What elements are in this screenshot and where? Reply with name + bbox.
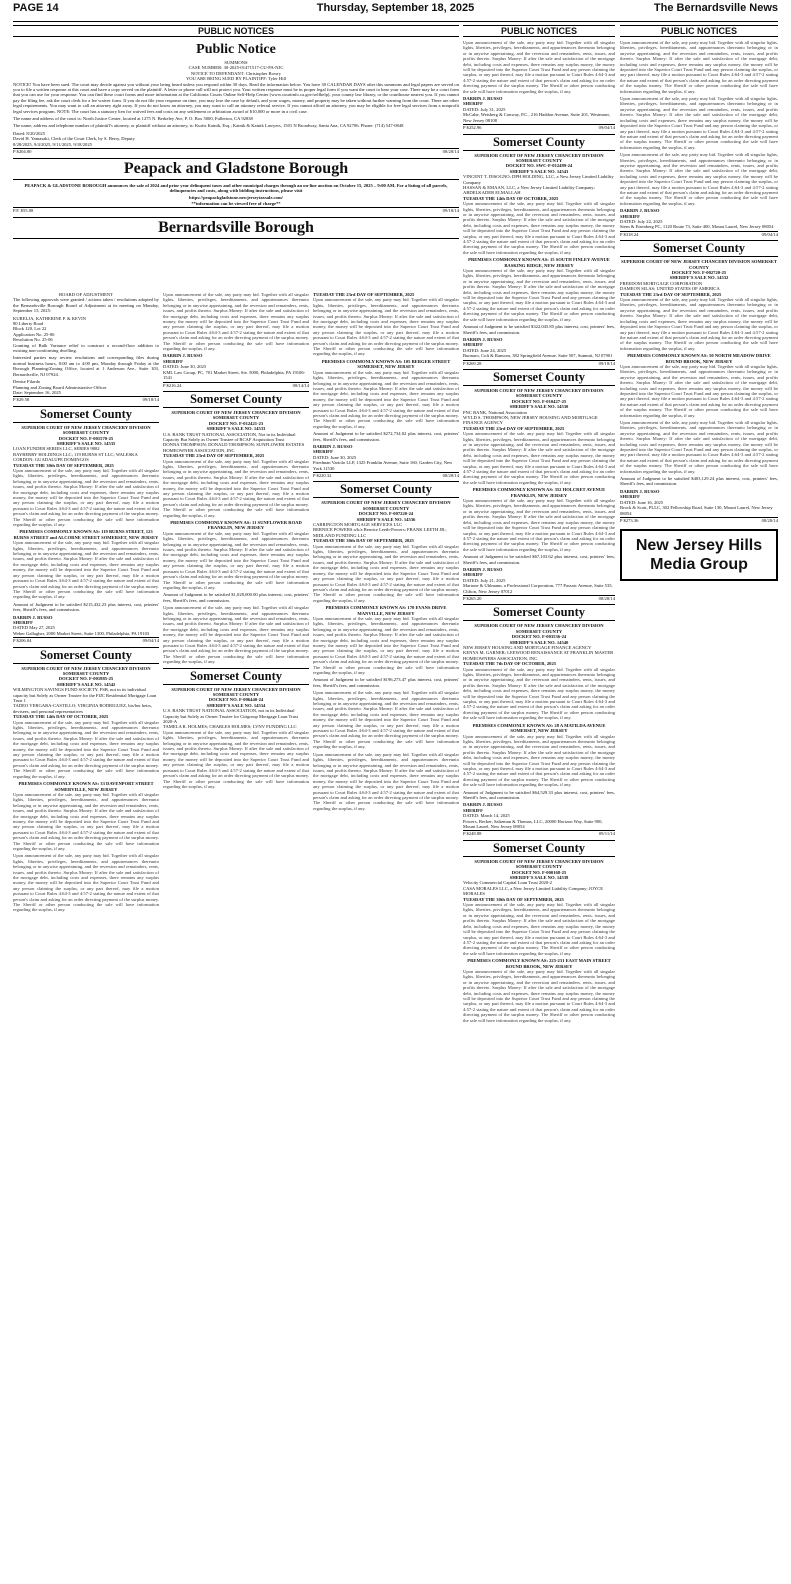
dated: DATED: June 16, 2025 <box>620 499 664 505</box>
ref: 09/04/14 <box>598 125 615 131</box>
fee: P $204.00 <box>13 149 32 155</box>
legal-text: Upon announcement of the sale, any party may bid. Together with all singular lights, liberties, privileges, hereditaments, and appurtenances thereunto belonging or in anywise appertaining, and the reversion and remainders, rents, issues, and profits thereto. Surplus Money: If after the sale and satisfaction of the mortgage debt, including costs and expenses, there remains any surplus money, the money will be deposited into the Superior Court Trust Fund and any person claiming the surplus, or any part thereof, may file a motion pursuant to Court Rules 4:64-3 and 4:57-2 stating the nature and extent of that person's claim and asking for an order directing payment of the surplus money. The Sheriff or other person conducting the sale will have information regarding the surplus, if any. <box>313 615 459 675</box>
fee: P $248.88 <box>463 831 482 837</box>
chancery: SUPERIOR COURT OF NEW JERSEY CHANCERY DIVISION SOMERSET COUNTY <box>474 858 604 870</box>
county-heading: Somerset County <box>13 647 159 664</box>
docket: DOCKET NO. F-001885-25 <box>58 676 114 682</box>
legal-text: Upon announcement of the sale, any party may bid. Together with all singular lights, liberties, privileges, hereditaments, and appurtenances thereunto belonging or in anywise appertaining, and the reversion and remainders, rents, issues, and profits thereto. Surplus Money: If after the sale and satisfaction of the mortgage debt, including costs and expenses, there remains any surplus money, the money will be deposited into the Superior Court Trust Fund and any person claiming the surplus, or any part thereof, may file a motion pursuant to Court Rules 4:64-3 and 4:57-2 stating the nature and extent of that person's claim and asking for an order directing payment of the surplus money. The Sheriff or other person conducting the sale will have information regarding the surplus, if any. <box>620 420 778 474</box>
legal-text: Upon announcement of the sale, any party may bid. Together with all singular lights, liberties, privileges, hereditaments, and appurtenances thereunto belonging or in anywise appertaining, and the reversion and remainders, rents, issues, and profits thereto. Surplus Money: If after the sale and satisfaction of the mortgage debt, including costs and expenses, there remains any surplus money, the money will be deposited into the Superior Court Trust Fund and any person claiming the surplus, or any part thereof, may file a motion pursuant to Court Rules 4:64-3 and 4:57-2 stating the nature and extent of that person's claim and asking for an order directing payment of the surplus money. The Sheriff or other person conducting the sale will have information regarding the surplus, if any. <box>313 297 459 357</box>
legal-text: Upon announcement of the sale, any party may bid. Together with all singular lights, liberties, privileges, hereditaments, and appurtenances thereunto belonging or in anywise appertaining, and the reversion and remainders, rents, issues, and profits thereto. Surplus Money: If after the sale and satisfaction of the mortgage debt, including costs and expenses, there remains any surplus money, the money will be deposited into the Superior Court Trust Fund and any person claiming the surplus, or any part thereof, may file a motion pursuant to Court Rules 4:64-3 and 4:57-2 stating the nature and extent of that person's claim and asking for an order directing payment of the surplus money. The Sheriff or other person conducting the sale will have information regarding the surplus, if any. <box>463 968 615 1023</box>
fee: P $273.36 <box>620 517 639 523</box>
sheriff: DARRIN J. RUSSO <box>313 443 353 449</box>
legal-text: Upon announcement of the sale, any party may bid. Together with all singular lights, liberties, privileges, hereditaments, and appurtenances thereunto belonging or in anywise appertaining, and the reversion and remainders, rents, issues, and profits thereto. Surplus Money: If after the sale and satisfaction of the mortgage debt, including costs and expenses, there remains any surplus money, the money will be deposited into the Superior Court Trust Fund and any person claiming the surplus, or any part thereof, may file a motion pursuant to Court Rules 4:64-3 and 4:57-2 stating the nature and extent of that person's claim and asking for an order directing payment of the surplus money. The Sheriff or other person conducting the sale will have information regarding the surplus, if any. <box>463 431 615 485</box>
chancery: SUPERIOR COURT OF NEW JERSEY CHANCERY DIVISION SOMERSET COUNTY <box>21 665 151 676</box>
dated: DATED: June 30, 2025 <box>313 454 357 460</box>
court-address: The name and address of the court is: North Justice Center, located at 1275 N. Berkeley Ave, P. O. Box 5000, Fullerton, CA 92838 <box>13 116 253 122</box>
page-number: PAGE 14 <box>13 2 59 14</box>
writ: SHERIFF'S SALE NO. 14534 <box>206 702 266 708</box>
premises: PREMISES COMMONLY KNOWN AS: 119 BURNS STREET, 123 BURNS STREET and ALCORNE STREET SOMERSET, NEW JERSEY <box>13 529 159 540</box>
issue-date: Thursday, September 18, 2025 <box>316 2 475 14</box>
column-3 <box>313 292 459 1576</box>
notice-footer <box>13 148 459 154</box>
fee: P $265.20 <box>463 595 482 601</box>
sheriff: DARRIN J. RUSSO <box>163 353 203 359</box>
chancery: SUPERIOR COURT OF NEW JERSEY CHANCERY DIVISION SOMERSET COUNTY <box>321 500 451 511</box>
sheriff-title: SHERIFF <box>620 494 640 500</box>
section-label: PUBLIC NOTICES <box>620 25 778 37</box>
fee: P $216.24 <box>163 382 182 388</box>
attorney: Buonaro, Colt & Ransom, 382 Springfield Avenue, Suite 507, Summit, NJ 07901 <box>463 353 613 359</box>
legal-text: Upon announcement of the sale, any party may bid. Together with all singular lights, liberties, privileges, hereditaments, and appurtenances thereunto belonging or in anywise appertaining, and the reversion and remainders, rents, issues, and profits thereto. Surplus Money: If after the sale and satisfaction of the mortgage debt, including costs and expenses, there remains any surplus money, the money will be deposited into the Superior Court Trust Fund and any person claiming the surplus, or any part thereof, may file a motion pursuant to Court Rules 4:64-3 and 4:57-2 stating the nature and extent of that person's claim and asking for an order directing payment of the surplus money. The Sheriff or other person conducting the sale will have information regarding the surplus, if any. <box>463 498 615 552</box>
premises: PREMISES COMMONLY KNOWN AS: 50 NORTH MEADOW DRIVE BOUND BROOK, NEW JERSEY <box>627 353 771 364</box>
legal-text: Upon announcement of the sale, any party may bid. Together with all singular lights, liberties, privileges, hereditaments, and appurtenances thereunto belonging or in anywise appertaining, and the reversion and remainders, rents, issues, and profits thereto. Surplus Money: If after the sale and satisfaction of the mortgage debt, including costs and expenses, there remains any surplus money, the money will be deposited into the Superior Court Trust Fund and any person claiming the surplus, or any part thereof, may file a motion pursuant to Court Rules 4:64-3 and 4:57-2 stating the nature and extent of that person's claim and asking for an order directing payment of the surplus money. The Sheriff or other person conducting the sale will have information regarding the surplus, if any. <box>13 853 159 913</box>
sheriff: DARRIN J. RUSSO <box>463 802 503 808</box>
sale-date: TUESDAY THE 14th DAY OF OCTOBER, 2025 <box>13 714 109 720</box>
sheriff-title: SHERIFF <box>13 619 33 625</box>
legal-text: Upon announcement of the sale, any party may bid. Together with all singular lights, liberties, privileges, hereditaments, and appurtenances thereunto belonging or in anywise appertaining, and the reversion and remainders, rents, issues, and profits thereto. Surplus Money: If after the sale and satisfaction of the mortgage debt, including costs and expenses, there remains any surplus money, the money will be deposited into the Superior Court Trust Fund and any person claiming the surplus, or any part thereof, may file a motion pursuant to Court Rules 4:64-3 and 4:57-2 stating the nature and extent of that person's claim and asking for an order directing payment of the surplus money. The Sheriff or other person conducting the sale will have information regarding the surplus, if any. <box>13 467 159 528</box>
legal-text: Upon announcement of the sale, any party may bid. Together with all singular lights, liberties, privileges, hereditaments, and appurtenances thereunto belonging or in anywise appertaining, and the reversion and remainders, rents, issues, and profits thereto. Surplus Money: If after the sale and satisfaction of the mortgage debt, including costs and expenses, there remains any surplus money, the money will be deposited into the Superior Court Trust Fund and any person claiming the surplus, or any part thereof, may file a motion pursuant to Court Rules 4:64-3 and 4:57-2 stating the nature and extent of that person's claim and asking for an order directing payment of the surplus money. The Sheriff or other person conducting the sale will have information regarding the surplus, if any. <box>463 666 615 721</box>
signer: Denise Filardo <box>13 379 41 385</box>
ref: 09/11/14 <box>598 831 615 837</box>
summons-body: NOTICE! You have been sued. The court may decide against you without your being heard unless you respond within 30 days. Read the information below. You have 30 CALENDAR DAYS after this summons and legal papers are served on you to file a written response at this court and have a copy served on the plaintiff. A letter or phone call will not protect you. Your written response must be in proper legal form if you want the court to hear your case. There may be a court form that you can use for your response. You can find these court forms and more information at the California Courts Online Self-Help Center (www.courtinfo.ca.gov/selfhelp), your county law library, or the courthouse nearest you. If you cannot pay the filing fee, ask the court clerk for a fee waiver form. If you do not file your response on time, you may lose the case by default, and your wages, money, and property may be taken without further warning from the court. There are other legal requirements. You may want to call an attorney right away. If you do not know an attorney, you may want to call an attorney referral service. If you cannot afford an attorney, you may be eligible for free legal services from a nonprofit legal services program. NOTE: The court has a statutory lien for waived fees and costs on any settlement or arbitration award of $10,000 or more in a civil case. <box>13 81 459 114</box>
applicant-address: 80 Liberty Road <box>13 321 44 327</box>
county-heading: Somerset County <box>463 369 615 386</box>
granting: Granting of Bulk Variance relief to construct a second-floor addition to existing non-conforming dwelling. <box>13 342 159 354</box>
plaintiff: CARRINGTON MORTGAGE SERVICES LLC <box>313 522 403 528</box>
public-notice <box>13 40 459 242</box>
defendant: KENYA M. GARNER; LEEWOOD RENAISSANCE AT FRANKLIN MASTER HOMEOWNERS ASSOCIATION, INC. <box>463 650 614 661</box>
legal-text: Upon announcement of the sale, any party may bid. Together with all singular lights, liberties, privileges, hereditaments, and appurtenances thereunto belonging or in anywise appertaining, and the reversion and remainders, rents, issues, and profits thereto. Surplus Money: If after the sale and satisfaction of the mortgage debt, including costs and expenses, there remains any surplus money, the money will be deposited into the Superior Court Trust Fund and any person claiming the surplus, or any part thereof, may file a motion pursuant to Court Rules 4:64-3 and 4:57-2 stating the nature and extent of that person's claim and asking for an order directing payment of the surplus money. The Sheriff or other person conducting the sale will have information regarding the surplus, if any. <box>313 369 459 429</box>
resolution-no: Resolution No. 25-06 <box>13 337 53 343</box>
board-footer <box>13 396 159 402</box>
clerk: David H. Yamasaki, Clerk of the Court Clerk, by S. Berry, Deputy <box>13 136 135 142</box>
plaintiff: LOAN FUNDER SERIES LLC, SERIES 9802 <box>13 446 100 452</box>
county-heading: Somerset County <box>313 481 459 498</box>
notice-footer <box>313 472 459 478</box>
premises: PREMISES COMMONLY KNOWN AS: 105 BERGER STREET SOMERSET, NEW JERSEY <box>321 358 451 370</box>
chancery: SUPERIOR COURT OF NEW JERSEY CHANCERY DIVISION SOMERSET COUNTY <box>21 424 151 436</box>
board-date: Date: September 16, 2025 <box>13 389 61 395</box>
docket: DOCKET NO. SWC-F-012489-24 <box>505 163 573 169</box>
notice-footer <box>620 231 778 237</box>
legal-text: Upon announcement of the sale, any party may bid. Together with all singular lights, liberties, privileges, hereditaments, and appurtenances thereunto belonging or in anywise appertaining, and the reversion and remainders, rents, issues, and profits thereto. Surplus Money: If after the sale and satisfaction of the mortgage debt, including costs and expenses, there remains any surplus money, the money will be deposited into the Superior Court Trust Fund and any person claiming the surplus, or any part thereof, may file a motion pursuant to Court Rules 4:64-3 and 4:57-2 stating the nature and extent of that person's claim and asking for an order directing payment of the surplus money. The Sheriff or other person conducting the sale will have information regarding the surplus, if any. <box>13 719 159 779</box>
attorney-info: The name, address and telephone number of plaintiff's attorney, or plaintiff without an attorney, is: Kurtis Katnik, Esq.; Katnik & Katnik Lawyers, 1501 N Broadway, Santa Ana, CA 92706. Phone: (714) 547-0848 <box>13 123 404 129</box>
defendant: BERNICE POWERS a/k/a Bernice Leeth-Powers; FRANK LEETH JR.; MIDLAND FUNDING LLC <box>313 527 447 538</box>
legal-text: Upon announcement of the sale, any party may bid. Together with all singular lights, liberties, privileges, hereditaments, and appurtenances thereunto belonging or in anywise appertaining, and the reversion and remainders, rents, issues, and profits thereto. Surplus Money: If after the sale and satisfaction of the mortgage debt, including costs and expenses, there remains any surplus money, the money will be deposited into the Superior Court Trust Fund and any person claiming the surplus, or any part thereof, may file a motion pursuant to Court Rules 4:64-3 and 4:57-2 stating the nature and extent of that person's claim and asking for an order directing payment of the surplus money. The Sheriff or other person conducting the sale will have information regarding the surplus, if any. <box>313 690 459 750</box>
plaintiff: U.S. BANK TRUST NATIONAL ASSOCIATION, Not in its Individual Capacity But Solely as Owner Trustee of RCAF Acquisition Trust <box>163 431 296 442</box>
legal-text: Upon announcement of the sale, any party may bid. Together with all singular lights, liberties, privileges, hereditaments, and appurtenances thereunto belonging or in anywise appertaining, and the reversion and remainders, rents, issues, and profits thereto. Surplus Money: If after the sale and satisfaction of the mortgage debt, including costs and expenses, there remains any surplus money, the money will be deposited into the Superior Court Trust Fund and any person claiming the surplus, or any part thereof, may file a motion pursuant to Court Rules 4:64-3 and 4:57-2 stating the nature and extent of that person's claim and asking for an order directing payment of the surplus money. The Sheriff or other person conducting the sale will have information regarding the surplus, if any. <box>463 201 615 255</box>
sale-date: TUESDAY THE 30th DAY OF SEPTEMBER, 2025 <box>313 538 414 544</box>
column-1 <box>13 292 159 1576</box>
fee: P.F. $55.08 <box>13 208 34 214</box>
ref: 09/04/14 <box>142 638 159 644</box>
attorney: Martone & Uhlmann, a Professional Corporation, 777 Passaic Avenue, Suite 535, Clifton, New Jersey 07012 <box>463 583 613 594</box>
sheriff: DARRIN J. RUSSO <box>13 614 53 620</box>
sheriff: DARRIN J. RUSSO <box>620 488 660 494</box>
fee: P $29.58 <box>13 397 30 403</box>
sale-date: TUESDAY THE 30th DAY OF SEPTEMBER, 2025 <box>13 462 114 468</box>
attorney: Stern & Eisenberg PC, 1120 Route 73, Suite 400, Mount Laurel, New Jersey 08054 <box>620 224 774 230</box>
legal-text: Upon announcement of the sale, any party may bid. Together with all singular lights, liberties, privileges, hereditaments, and appurtenances thereunto belonging or in anywise appertaining, and the reversion and remainders, rents, issues, and profits thereto. Surplus Money: If after the sale and satisfaction of the mortgage debt, including costs and expenses, there remains any surplus money, the money will be deposited into the Superior Court Trust Fund and any person claiming the surplus, or any part thereof, may file a motion pursuant to Court Rules 4:64-3 and 4:57-2 stating the nature and extent of that person's claim and asking for an order directing payment of the surplus money. The Sheriff or other person conducting the sale will have information regarding the surplus, if any. <box>163 458 309 518</box>
sheriff: DARRIN J. RUSSO <box>620 208 660 214</box>
section-labels <box>13 25 778 37</box>
public-notice-title: Public Notice <box>196 42 276 57</box>
ref: 09/18/14 <box>598 360 615 366</box>
notice-footer <box>13 637 159 643</box>
writ: SHERIFF'S SALE NO. 14530 <box>509 404 569 410</box>
notice-to-defendant: NOTICE TO DEFENDANT: Christopher Rowry <box>190 70 282 76</box>
fee: P $269.28 <box>463 360 482 366</box>
attorney: Weber Gallagher, 2000 Market Street, Suite 1300, Philadelphia, PA 19103 <box>13 630 150 636</box>
legal-text: Upon announcement of the sale, any party may bid. Together with all singular lights, liberties, privileges, hereditaments, and appurtenances thereunto belonging or in anywise appertaining, and the reversion and remainders, rents, issues, and profits thereto. Surplus Money: If after the sale and satisfaction of the mortgage debt, including costs and expenses, there remains any surplus money, the money will be deposited into the Superior Court Trust Fund and any person claiming the surplus, or any part thereof, may file a motion pursuant to Court Rules 4:64-3 and 4:57-2 stating the nature and extent of that person's claim and asking for an order directing payment of the surplus money. The Sheriff or other person conducting the sale will have information regarding the surplus, if any. <box>313 543 459 603</box>
chancery: SUPERIOR COURT OF NEW JERSEY CHANCERY DIVISION SOMERSET COUNTY <box>171 409 301 421</box>
writ: SHERIFF'S SALE NO. 14535 <box>56 440 116 446</box>
legal-text: Upon announcement of the sale, any party may bid. Together with all singular lights, liberties, privileges, hereditaments, and appurtenances thereunto belonging or in anywise appertaining, and the reversion and remainders, rents, issues, and profits thereto. Surplus Money: If after the sale and satisfaction of the mortgage debt, including costs and expenses, there remains any surplus money, the money will be deposited into the Superior Court Trust Fund and any person claiming the surplus, or any part thereof, may file a motion pursuant to Court Rules 4:64-3 and 4:57-2 stating the nature and extent of that person's claim and asking for an order directing payment of the surplus money. The Sheriff or other person conducting the sale will have information regarding the surplus, if any. <box>163 530 309 590</box>
legal-text: Upon announcement of the sale, any party may bid. Together with all singular lights, liberties, privileges, hereditaments, and appurtenances thereunto belonging or in anywise appertaining, and the reversion and remainders, rents, issues, and profits thereto. Surplus Money: If after the sale and satisfaction of the mortgage debt, including costs and expenses, there remains any surplus money, the money will be deposited into the Superior Court Trust Fund and any person claiming the surplus, or any part thereof, may file a motion pursuant to Court Rules 4:64-3 and 4:57-2 stating the nature and extent of that person's claim and asking for an order directing payment of the surplus money. The Sheriff or other person conducting the sale will have information regarding the surplus, if any. <box>620 96 778 150</box>
ref: 08/14/14 <box>292 382 309 388</box>
defendant: WYLD S. THOMPSON; NEW JERSEY HOUSING AND MORTGAGE FINANCE AGENCY <box>463 414 598 426</box>
being-sued-by: YOU ARE BEING SUED BY PLAINTIFF: Tyler Hill <box>185 76 287 82</box>
page-header <box>13 3 778 22</box>
plaintiff: VINCENT T. DISOGNO; DPH HOLDING, LLC, a New Jersey Limited Liability Company <box>463 174 614 185</box>
sheriff-title: SHERIFF <box>620 213 640 219</box>
legal-text: Upon announcement of the sale, any party may bid. Together with all singular lights, liberties, privileges, hereditaments, and appurtenances thereunto belonging or in anywise appertaining, and the reversion and remainders, rents, issues, and profits thereto. Surplus Money: If after the sale and satisfaction of the mortgage debt, including costs and expenses, there remains any surplus money, the money will be deposited into the Superior Court Trust Fund and any person claiming the surplus, or any part thereof, may file a motion pursuant to Court Rules 4:64-3 and 4:57-2 stating the nature and extent of that person's claim and asking for an order directing payment of the surplus money. The Sheriff or other person conducting the sale will have information regarding the surplus, if any. <box>620 363 778 418</box>
sale-date: TUESDAY THE 14th DAY OF OCTOBER, 2025 <box>463 195 559 201</box>
attorney: Brock & Scott, PLLC, 302 Fellowship Road, Suite 130, Mount Laurel, New Jersey 08054 <box>620 505 773 516</box>
attorney: KML Law Group, PC, 701 Market Street, Ste. 5000, Philadelphia, PA 19106-1541 <box>163 369 306 381</box>
defendant: CASA MORALES LLC, a New Jersey Limited Liability Company; JOYCE MORALES <box>463 885 604 897</box>
peapack-body: PEAPACK & GLADSTONE BOROUGH announces the sale of 2024 and prior year delinquent taxes and other municipal charges through an on-line auction on October 15, 2025 – 9:00 AM. For a listing of all parcels, delinquencies and costs, along with bidding instructions, please visit <box>24 182 448 193</box>
writ: SHERIFF'S SALE NO. 14538 <box>509 875 569 881</box>
sale-date: TUESDAY THE 7th DAY OF OCTOBER, 2025 <box>463 661 557 667</box>
legal-text: Upon announcement of the sale, any party may bid. Together with all singular lights, liberties, privileges, hereditaments, and appurtenances thereunto belonging or in anywise appertaining, and the reversion and remainders, rents, issues, and profits thereto. Surplus Money: If after the sale and satisfaction of the mortgage debt, including costs and expenses, there remains any surplus money, the money will be deposited into the Superior Court Trust Fund and any person claiming the surplus, or any part thereof, may file a motion pursuant to Court Rules 4:64-3 and 4:57-2 stating the nature and extent of that person's claim and asking for an order directing payment of the surplus money. The Sheriff or other person conducting the sale will have information regarding the surplus, if any. <box>163 729 309 789</box>
sheriff-title: SHERIFF <box>463 572 483 578</box>
legal-text: Upon announcement of the sale, any party may bid. Together with all singular lights, liberties, privileges, hereditaments, and appurtenances thereunto belonging or in anywise appertaining, and the reversion and remainders, rents, issues, and profits thereto. Surplus Money: If after the sale and satisfaction of the mortgage debt, including costs and expenses, there remains any surplus money, the money will be deposited into the Superior Court Trust Fund and any person claiming the surplus, or any part thereof, may file a motion pursuant to Court Rules 4:64-3 and 4:57-2 stating the nature and extent of that person's claim and asking for an order directing payment of the surplus money. The Sheriff or other person conducting the sale will have information regarding the surplus, if any. <box>463 733 615 788</box>
column-4 <box>463 40 615 1576</box>
dated: DATED: July 31, 2025 <box>463 106 506 112</box>
legal-text: Upon announcement of the sale, any party may bid. Together with all singular lights, liberties, privileges, hereditaments, and appurtenances thereunto belonging or in anywise appertaining, and the reversion and remainders, rents, issues, and profits thereto. Surplus Money: If after the sale and satisfaction of the mortgage debt, including costs and expenses, there remains any surplus money, the money will be deposited into the Superior Court Trust Fund and any person claiming the surplus, or any part thereof, may file a motion pursuant to Court Rules 4:64-3 and 4:57-2 stating the nature and extent of that person's claim and asking for an order directing payment of the surplus money. The Sheriff or other person conducting the sale will have information regarding the surplus, if any. <box>620 297 778 351</box>
legal-text: Upon announcement of the sale, any party may bid. Together with all singular lights, liberties, privileges, hereditaments, and appurtenances thereunto belonging or in anywise appertaining, and the reversion and remainders, rents, issues, and profits thereto. Surplus Money: If after the sale and satisfaction of the mortgage debt, including costs and expenses, there remains any surplus money, the money will be deposited into the Superior Court Trust Fund and any person claiming the surplus, or any part thereof, may file a motion pursuant to Court Rules 4:64-3 and 4:57-2 stating the nature and extent of that person's claim and asking for an order directing payment of the surplus money. The Sheriff or other person conducting the sale will have information regarding the surplus, if any. <box>620 152 778 206</box>
defendant: BAYBERRY HOLDINGS LLC; 119 BURNS ST LLC; WALESKA CORDON; GUADALUPE DOMINGOS <box>13 451 138 463</box>
sale-date: TUESDAY THE 23rd DAY OF SEPTEMBER, 2025 <box>313 292 415 297</box>
county-heading: Somerset County <box>463 840 615 857</box>
amount: Amount of Judgment to be satisfied $272,734.02 plus interest, cost, printers' fees, Sheriff's fees, and commission. <box>313 431 459 442</box>
premises: PREMISES COMMONLY KNOWN AS: 11 SUNFLOWER ROAD FRANKLIN, NEW JERSEY <box>170 520 302 531</box>
writ: SHERIFF'S SALE NO. 14542 <box>56 681 116 687</box>
notice-footer <box>463 595 615 601</box>
notice-footer <box>463 360 615 366</box>
column-2 <box>163 292 309 1576</box>
ref: 09/04/14 <box>761 231 778 237</box>
dated: DATED May 27, 2025 <box>13 625 55 631</box>
inspect: Interested parties may review resolutions and corresponding files during normal business hours, 8:00 am to 4:00 pm, Monday through Friday at the Borough Planning/Zoning Office, located at 1 Anderson Ave., Suite 103, Bernardsville, NJ 07924. <box>13 355 159 377</box>
signer-title: Planning and Zoning Board Administrative Officer <box>13 384 107 390</box>
media-group-logo: New Jersey Hills Media Group <box>620 529 778 581</box>
dated: Dated: 8/20/2025 <box>13 130 46 136</box>
amount: Amount of Judgment to be satisfied $403,129.24 plus interest, cost, printers' fees, Sheriff's fees, and commission. <box>620 476 778 487</box>
sheriff-title: SHERIFF <box>313 449 333 455</box>
chancery: SUPERIOR COURT OF NEW JERSEY CHANCERY DIVISION SOMERSET COUNTY <box>171 686 301 697</box>
chancery: SUPERIOR COURT OF NEW JERSEY CHANCERY DIVISION SOMERSET COUNTY <box>474 623 604 634</box>
plaintiff: Velocity Commercial Capital Loan Trust 2020-2 <box>463 880 552 886</box>
sheriff: DARRIN J. RUSSO <box>463 336 503 342</box>
chancery: SUPERIOR COURT OF NEW JERSEY CHANCERY DIVISION SOMERSET COUNTY <box>474 152 604 163</box>
column-5 <box>620 40 778 1576</box>
legal-text: Upon announcement of the sale, any party may bid. Together with all singular lights, liberties, privileges, hereditaments, and appurtenances thereunto belonging or in anywise appertaining, and the reversion and remainders, rents, issues, and profits thereto. Surplus Money: If after the sale and satisfaction of the mortgage debt, including costs and expenses, there remains any surplus money, the money will be deposited into the Superior Court Trust Fund and any person claiming the surplus, or any part thereof, may file a motion pursuant to Court Rules 4:64-3 and 4:57-2 stating the nature and extent of that person's claim and asking for an order directing payment of the surplus money. The Sheriff or other person conducting the sale will have information regarding the surplus, if any. <box>13 540 159 600</box>
plaintiff: NEW JERSEY HOUSING AND MORTGAGE FINANCE AGENCY <box>463 645 592 650</box>
writ: SHERIFF'S SALE NO. 14540 <box>509 639 569 645</box>
peapack-note: **information can be viewed free of charge** <box>191 200 281 206</box>
ref: 09/18/14 <box>142 397 159 403</box>
peapack-url[interactable]: https://peapackgladstone.newjerseytaxsale.com/ <box>189 195 283 201</box>
ref: 09/18/14 <box>442 208 459 214</box>
pub-dates: 8/28/2025, 9/4/2025, 9/11/2025, 9/18/2025 <box>13 141 92 147</box>
defendant: HASSAN & EMAAN, LLC, a New Jersey Limited Liability Company; ABDELKADER ELMALLAH <box>463 184 595 196</box>
sale-date: TUESDAY THE 23rd DAY OF SEPTEMBER, 2025 <box>620 291 722 297</box>
county-heading: Somerset County <box>13 406 159 423</box>
writ: SHERIFF'S SALE NO. 14533 <box>206 426 266 432</box>
attorney: Powers, Becker, Saltzman & Thomas, LLC, 20000 Horizon Way, Suite 900, Mount Laurel, New Jersey 08054 <box>463 818 603 829</box>
application-no: Application No. 25-06 <box>13 331 55 337</box>
peapack-title: Peapack and Gladstone Borough <box>13 158 459 180</box>
notice-footer <box>163 382 309 388</box>
county-heading: Somerset County <box>163 668 309 685</box>
plaintiff: FREEDOM MORTGAGE CORPORATION <box>620 280 703 286</box>
section-label: PUBLIC NOTICES <box>463 25 615 37</box>
notice-footer <box>620 517 778 523</box>
applicant: KURELJA, KATHERINE P. & KEVIN <box>13 315 86 321</box>
notice-footer <box>463 830 615 836</box>
premises: PREMISES COMMONLY KNOWN AS: 28 A MATILDA AVENUE SOMERSET, NEW JERSEY <box>472 722 606 734</box>
writ: SHERIFF'S SALE NO. 14536 <box>356 516 416 522</box>
premises: PREMISES COMMONLY KNOWN AS: 15 SOUTH FINLEY AVENUE BASKING RIDGE, NEW JERSEY <box>468 257 610 268</box>
bernardsville-title: Bernardsville Borough <box>13 217 459 239</box>
fee: P $220.32 <box>313 473 332 478</box>
dated: DATED: June 24, 2025 <box>463 347 507 353</box>
premises: PREMISES COMMONLY KNOWN AS: 170 EVANS DRIVE MANVILLE, NEW JERSEY <box>325 605 447 616</box>
section-label: PUBLIC NOTICES <box>13 25 459 37</box>
block-lot: Block 120, Lot 22 <box>13 326 47 332</box>
premises: PREMISES COMMONLY KNOWN AS: 352 HOLCRET AVENUE FRANKLIN, NEW JERSEY <box>472 487 606 498</box>
chancery: SUPERIOR COURT OF NEW JERSEY CHANCERY DIVISION SOMERSET COUNTY <box>474 387 604 399</box>
docket: DOCKET NO. F-010427-25 <box>511 398 567 404</box>
fee: P $318.24 <box>620 231 639 237</box>
dated: DATED: June 30, 2025 <box>163 364 207 370</box>
sheriff-title: SHERIFF <box>463 101 483 107</box>
ref: 08/28/14 <box>442 473 459 478</box>
docket: DOCKET NO. F-001570-25 <box>58 435 114 441</box>
sheriff-title: SHERIFF <box>463 807 483 813</box>
defendant: DONNA THOMPSON; DONALD THOMPSON; SUNFLOWER ESTATES HOMEOWNER ASSOCIATION, INC <box>163 442 305 453</box>
sheriff-title: SHERIFF <box>463 342 483 348</box>
dated: DATED: July 22, 2025 <box>620 219 663 224</box>
amount: Amount of Judgment to be satisfied $64,529.33 plus interest, cost, printers' fees, Sheriff's fees, and commission. <box>463 789 615 800</box>
defendant: TADEO VERGARA-CASTILLO; VIRGINIA RODRIGUEZ, his/her heirs, devisees, and personal representatives <box>13 703 152 714</box>
docket: DOCKET NO. F-003536-24 <box>511 634 567 640</box>
dated: DATED: March 14, 2025 <box>463 813 510 819</box>
summons-line: SUMMONS <box>224 60 248 65</box>
amount: Amount of Judgment to be satisfied $215,432.23 plus interest, cost, printers' fees, Sheriff's fees, and commission. <box>13 601 159 613</box>
legal-text: Upon announcement of the sale, any party may bid. Together with all singular lights, liberties, privileges, hereditaments, and appurtenances thereunto belonging or in anywise appertaining, and the reversion and remainders, rents, issues, and profits thereto. Surplus Money: If after the sale and satisfaction of the mortgage debt, including costs and expenses, there remains any surplus money, the money will be deposited into the Superior Court Trust Fund and any person claiming the surplus, or any part thereof, may file a motion pursuant to Court Rules 4:64-3 and 4:57-2 stating the nature and extent of that person's claim and asking for an order directing payment of the surplus money. The Sheriff or other person conducting the sale will have information regarding the surplus, if any. <box>620 40 778 94</box>
amount: Amount of Judgment to be satisfied $196,273.47 plus interest, cost, printers' fees, Sheriff's fees, and commission. <box>313 677 459 688</box>
county-heading: Somerset County <box>463 604 615 621</box>
dated: DATED: July 21, 2025 <box>463 577 506 583</box>
docket: DOCKET NO. F-012421-23 <box>208 420 264 426</box>
ref: 08/28/14 <box>598 595 615 601</box>
ref: 08/28/14 <box>442 149 459 155</box>
premises: PREMISES COMMONLY KNOWN AS: 225-231 EAST MAIN STREET BOUND BROOK, NEW JERSEY <box>467 958 611 969</box>
county-heading: Somerset County <box>620 240 778 257</box>
docket: DOCKET NO. F-000168-25 <box>511 869 567 875</box>
board-intro: The following approvals were granted / actions taken / resolutions adopted by the Bernardsville Borough Board of Adjustment at its meeting on Monday, September 15, 2025: <box>13 297 159 314</box>
fee: P $206.04 <box>13 638 32 644</box>
notice-footer <box>463 124 615 130</box>
legal-text: Upon announcement of the sale, any party may bid. Together with all singular lights, liberties, privileges, hereditaments, and appurtenances thereunto belonging or in anywise appertaining, and the reversion and remainders, rents, issues, and profits thereto. Surplus Money: If after the sale and satisfaction of the mortgage debt, including costs and expenses, there remains any surplus money, the money will be deposited into the Superior Court Trust Fund and any person claiming the surplus, or any part thereof, may file a motion pursuant to Court Rules 4:64-3 and 4:57-2 stating the nature and extent of that person's claim and asking for an order directing payment of the surplus money. The Sheriff or other person conducting the sale will have information regarding the surplus, if any. <box>163 292 309 352</box>
legal-text: Upon announcement of the sale, any party may bid. Together with all singular lights, liberties, privileges, hereditaments, and appurtenances thereunto belonging or in anywise appertaining, and the reversion and remainders, rents, issues, and profits thereto. Surplus Money: If after the sale and satisfaction of the mortgage debt, including costs and expenses, there remains any surplus money, the money will be deposited into the Superior Court Trust Fund and any person claiming the surplus, or any part thereof, may file a motion pursuant to Court Rules 4:64-3 and 4:57-2 stating the nature and extent of that person's claim and asking for an order directing payment of the surplus money. The Sheriff or other person conducting the sale will have information regarding the surplus, if any. <box>313 751 459 811</box>
plaintiff: PNC BANK, National Association <box>463 409 527 415</box>
sheriff: DARRIN J. RUSSO <box>463 96 503 102</box>
chancery: SUPERIOR COURT OF NEW JERSEY CHANCERY DIVISION SOMERSET COUNTY <box>621 259 777 270</box>
writ: SHERIFF'S SALE NO. 14532 <box>669 275 729 281</box>
attorney: Friedman Vartolo LLP, 1325 Franklin Avenue, Suite 160, Garden City, New York 11530 <box>313 460 453 471</box>
county-heading: Somerset County <box>463 134 615 151</box>
amount: Amount of Judgment to be satisfied $322,045.85 plus interest, cost, printers' fees, Sheriff's fees, and commission. <box>463 324 615 335</box>
defendant: DAMEON SILAS; UNITED STATES OF AMERICA <box>620 286 720 292</box>
legal-text: Upon announcement of the sale, any party may bid. Together with all singular lights, liberties, privileges, hereditaments, and appurtenances thereunto belonging or in anywise appertaining, and the reversion and remainders, rents, issues, and profits thereto. Surplus Money: If after the sale and satisfaction of the mortgage debt, including costs and expenses, there remains any surplus money, the money will be deposited into the Superior Court Trust Fund and any person claiming the surplus, or any part thereof, may file a motion pursuant to Court Rules 4:64-3 and 4:57-2 stating the nature and extent of that person's claim and asking for an order directing payment of the surplus money. The Sheriff or other person conducting the sale will have information regarding the surplus, if any. <box>163 605 309 665</box>
sale-date: TUESDAY THE 23rd DAY OF SEPTEMBER, 2025 <box>463 425 565 431</box>
sale-date: TUESDAY THE 23rd DAY OF SEPTEMBER, 2025 <box>163 453 265 459</box>
peapack-footer <box>13 207 459 213</box>
legal-text: Upon announcement of the sale, any party may bid. Together with all singular lights, liberties, privileges, hereditaments, and appurtenances thereunto belonging or in anywise appertaining, and the reversion and remainders, rents, issues, and profits thereto. Surplus Money: If after the sale and satisfaction of the mortgage debt, including costs and expenses, there remains any surplus money, the money will be deposited into the Superior Court Trust Fund and any person claiming the surplus, or any part thereof, may file a motion pursuant to Court Rules 4:64-3 and 4:57-2 stating the nature and extent of that person's claim and asking for an order directing payment of the surplus money. The Sheriff or other person conducting the sale will have information regarding the surplus, if any. <box>463 268 615 322</box>
defendant: TAMELA R. HOLMES; CHARLES HOLMES; LVNV FUNDING LLC <box>163 724 297 730</box>
board-heading: BOARD OF ADJUSTMENT <box>58 292 114 297</box>
attorney: McCabe, Weisberg & Conway, P.C., 216 Haddon Avenue, Suite 201, Westmont, New Jersey 08108 <box>463 112 610 123</box>
amount: Amount of Judgment to be satisfied $67,103.62 plus interest, cost, printers' fees, Sheriff's fees, and commission. <box>463 554 615 565</box>
premises: PREMISES COMMONLY KNOWN AS: 33 DAVENPORT STREET SOMERVILLE, NEW JERSEY <box>18 781 154 792</box>
sale-date: TUESDAY THE 30th DAY OF SEPTEMBER, 2025 <box>463 896 564 902</box>
county-heading: Somerset County <box>163 391 309 408</box>
legal-text: Upon announcement of the sale, any party may bid. Together with all singular lights, liberties, privileges, hereditaments, and appurtenances thereunto belonging or in anywise appertaining, and the reversion and remainders, rents, issues, and profits thereto. Surplus Money: If after the sale and satisfaction of the mortgage debt, including costs and expenses, there remains any surplus money, the money will be deposited into the Superior Court Trust Fund and any person claiming the surplus, or any part thereof, may file a motion pursuant to Court Rules 4:64-3 and 4:57-2 stating the nature and extent of that person's claim and asking for an order directing payment of the surplus money. The Sheriff or other person conducting the sale will have information regarding the surplus, if any. <box>463 902 615 956</box>
writ: SHERIFF'S SALE NO. 14543 <box>509 168 569 174</box>
sheriff-title: SHERIFF <box>163 358 183 364</box>
fee: P $252.96 <box>463 125 482 131</box>
plaintiff: U.S. BANK TRUST NATIONAL ASSOCIATION, not in its Individual Capacity but Solely as Owner Trustee for Citigroup Mortgage Loan Trust 2020-A <box>163 708 298 725</box>
docket: DOCKET NO. F-002720-25 <box>671 270 727 276</box>
sheriff: DARRIN J. RUSSO <box>463 566 503 572</box>
docket: DOCKET NO. F-007220-24 <box>358 511 414 517</box>
plaintiff: WILMINGTON SAVINGS FUND SOCIETY, FSB, not in its individual capacity but Solely as Owner Trustee for the FIJC Residential Mortgage Loan Trust 1 <box>13 687 157 703</box>
case-number: CASE NUMBER: 30-2025-01471517-CU-PA-NJC <box>188 65 284 71</box>
legal-text: Upon announcement of the sale, any party may bid. Together with all singular lights, liberties, privileges, hereditaments, and appurtenances thereunto belonging or in anywise appertaining, and the reversion and remainders, rents, issues, and profits thereto. Surplus Money: If after the sale and satisfaction of the mortgage debt, including costs and expenses, there remains any surplus money, the money will be deposited into the Superior Court Trust Fund and any person claiming the surplus, or any part thereof, may file a motion pursuant to Court Rules 4:64-3 and 4:57-2 stating the nature and extent of that person's claim and asking for an order directing payment of the surplus money. The Sheriff or other person conducting the sale will have information regarding the surplus, if any. <box>463 40 615 94</box>
legal-text: Upon announcement of the sale, any party may bid. Together with all singular lights, liberties, privileges, hereditaments, and appurtenances thereunto belonging or in anywise appertaining, and the reversion and remainders, rents, issues, and profits thereto. Surplus Money: If after the sale and satisfaction of the mortgage debt, including costs and expenses, there remains any surplus money, the money will be deposited into the Superior Court Trust Fund and any person claiming the surplus, or any part thereof, may file a motion pursuant to Court Rules 4:64-3 and 4:57-2 stating the nature and extent of that person's claim and asking for an order directing payment of the surplus money. The Sheriff or other person conducting the sale will have information regarding the surplus, if any. <box>13 791 159 851</box>
newspaper-name: The Bernardsville News <box>653 2 778 14</box>
amount: Amount of Judgment to be satisfied $1,028,000.00 plus interest, cost, printers' fees, Sheriff's fees, and commission. <box>163 592 309 603</box>
docket: DOCKET NO. F-006440-24 <box>208 697 264 703</box>
ref: 08/28/14 <box>761 517 778 523</box>
